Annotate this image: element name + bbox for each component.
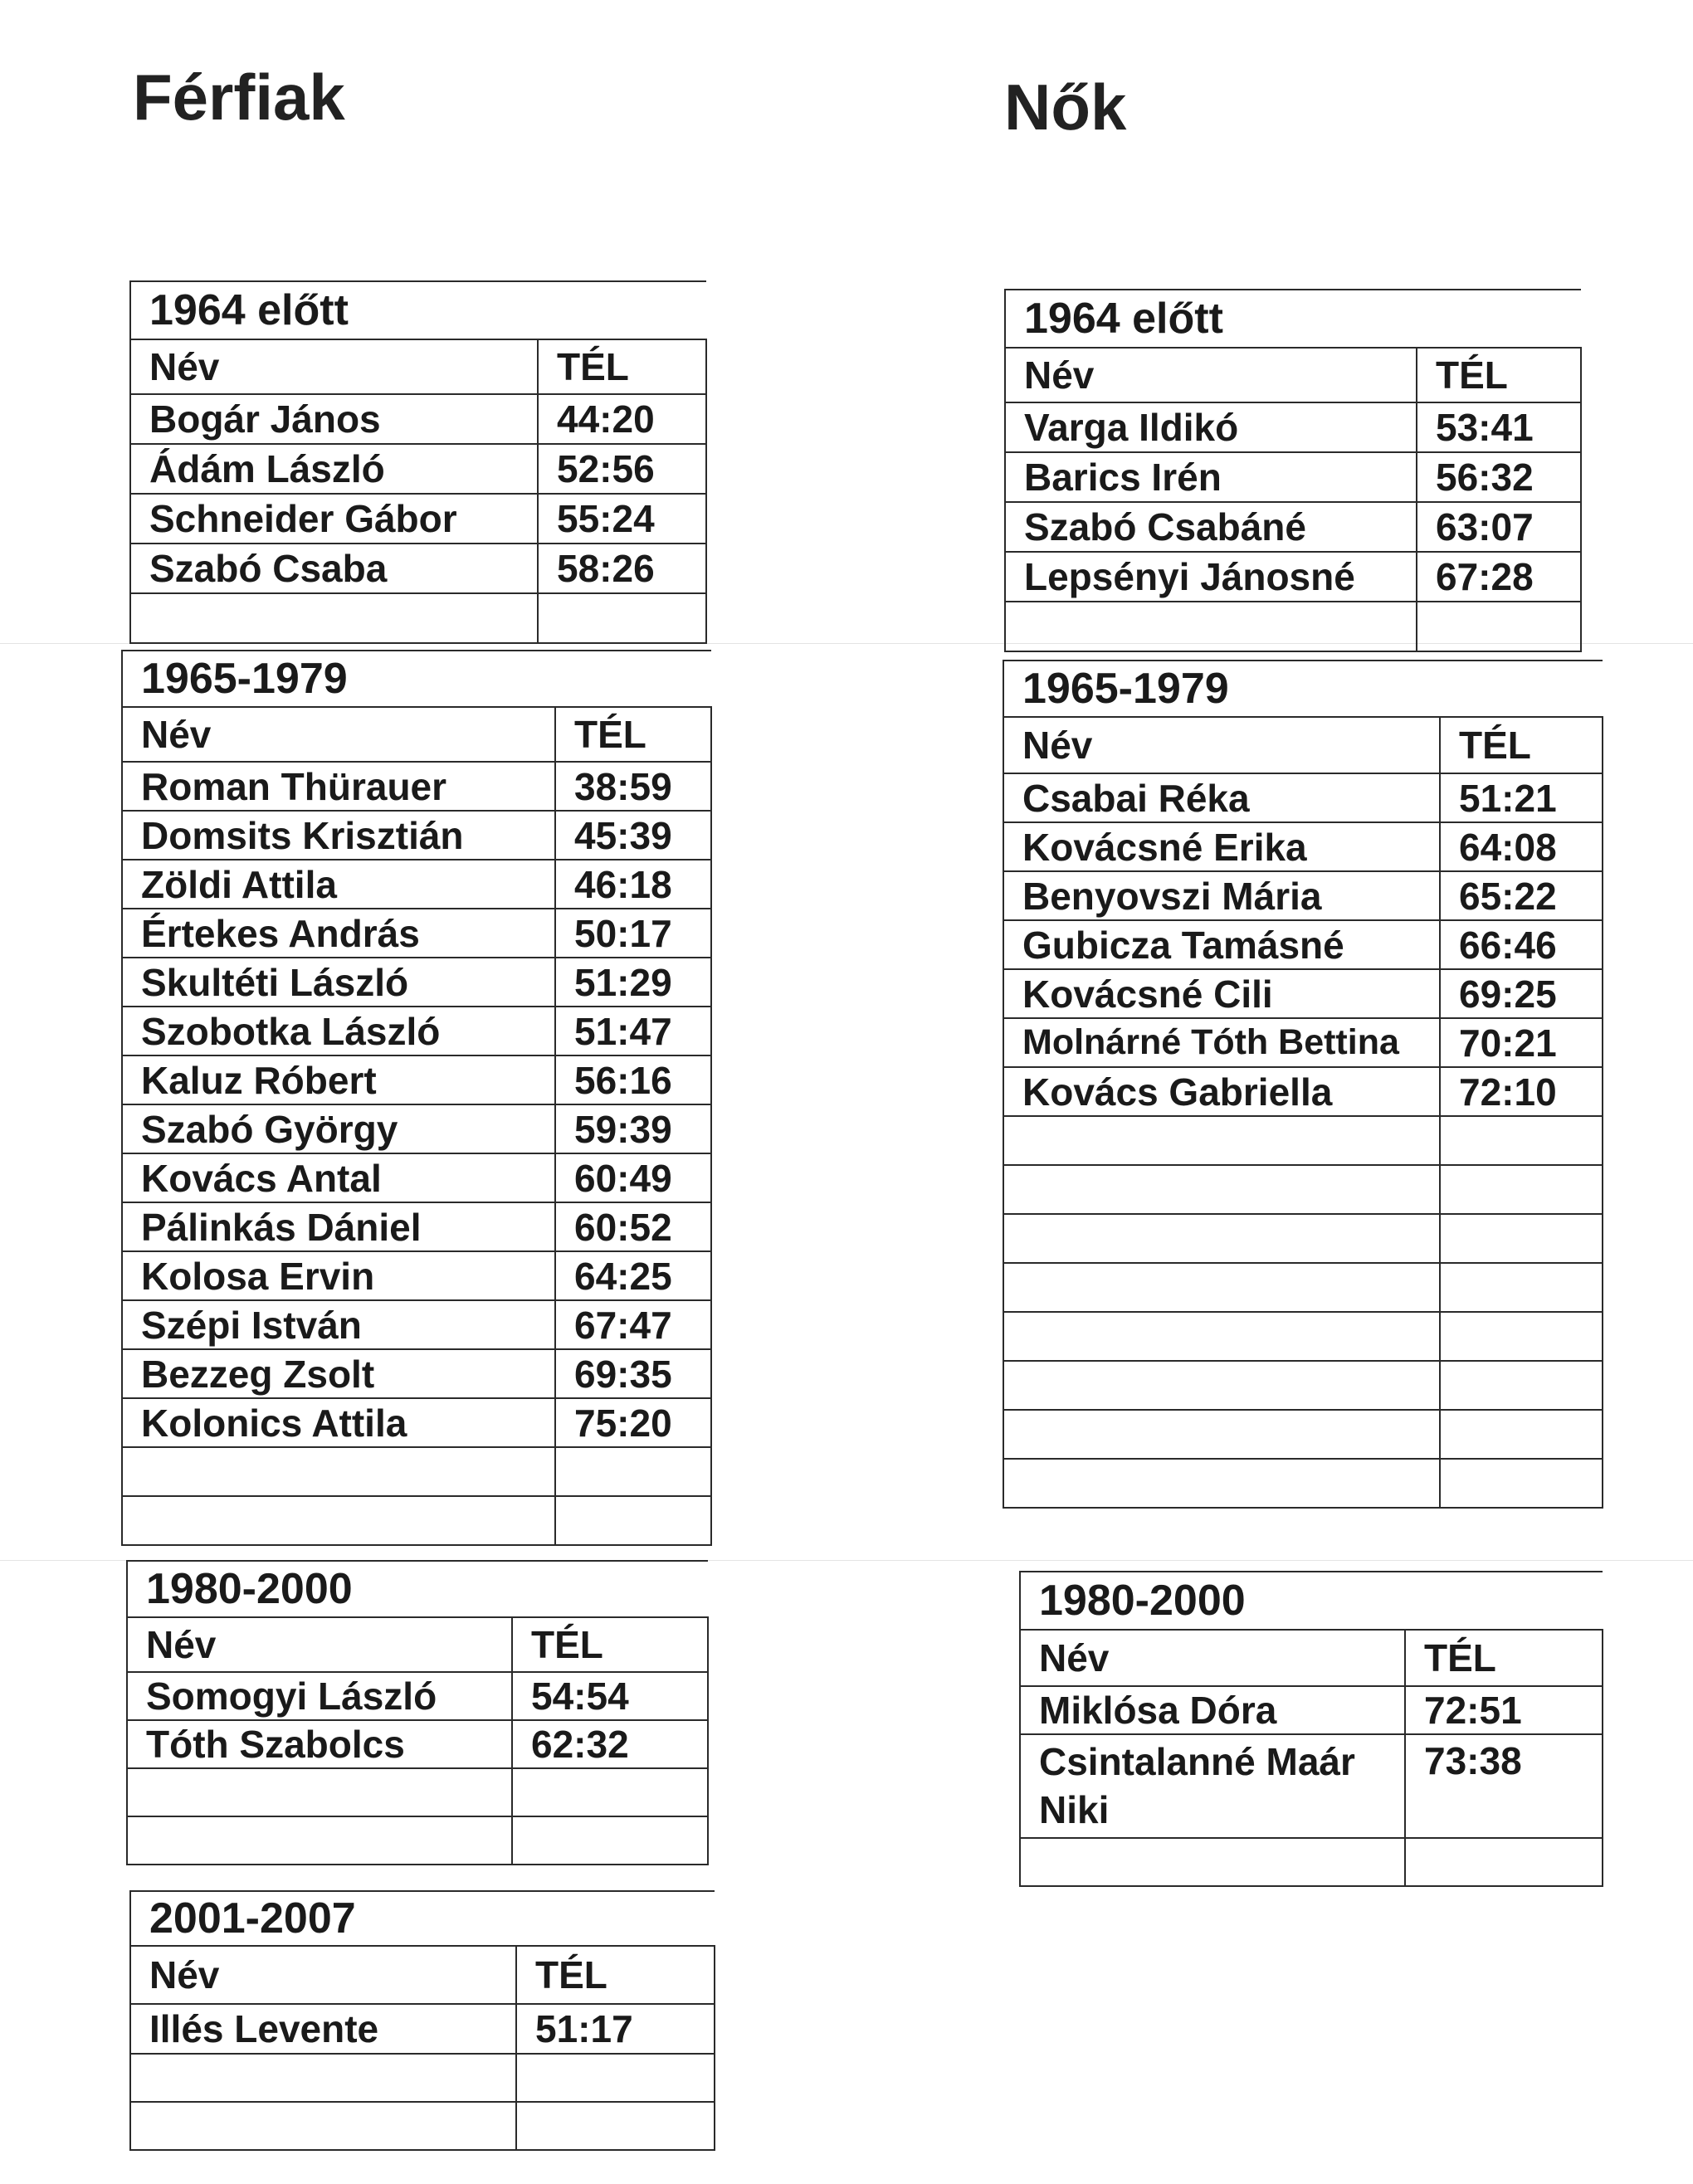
column-header-name: Név bbox=[1003, 717, 1440, 773]
table-row bbox=[122, 1055, 711, 1104]
column-header-name: Név bbox=[130, 339, 538, 394]
column-header-name: Név bbox=[122, 707, 555, 762]
athlete-name: Szabó György bbox=[122, 1104, 555, 1153]
table-row bbox=[130, 2004, 715, 2054]
table-row bbox=[122, 1349, 711, 1398]
finish-time: 70:21 bbox=[1440, 1018, 1603, 1067]
finish-time: 55:24 bbox=[538, 494, 706, 544]
women-table-1965-1979 bbox=[1003, 660, 1602, 1509]
empty-row bbox=[1020, 1838, 1603, 1886]
period-title: 1980-2000 bbox=[1020, 1572, 1603, 1630]
table-row bbox=[122, 1398, 711, 1447]
table-row bbox=[122, 958, 711, 1007]
table-row bbox=[122, 909, 711, 958]
athlete-name: Schneider Gábor bbox=[130, 494, 538, 544]
table-row bbox=[122, 1251, 711, 1300]
table-row bbox=[122, 811, 711, 860]
athlete-name: Benyovszi Mária bbox=[1003, 871, 1440, 920]
table-row bbox=[127, 1720, 708, 1768]
finish-time: 52:56 bbox=[538, 444, 706, 494]
finish-time: 51:29 bbox=[555, 958, 711, 1007]
finish-time: 51:47 bbox=[555, 1007, 711, 1055]
column-header-name: Név bbox=[127, 1617, 512, 1672]
table-row bbox=[1003, 773, 1603, 822]
athlete-name: Miklósa Dóra bbox=[1020, 1686, 1405, 1734]
table-row bbox=[122, 1007, 711, 1055]
column-header-time: TÉL bbox=[555, 707, 711, 762]
athlete-name: Bogár János bbox=[130, 394, 538, 444]
table-row bbox=[1005, 552, 1581, 602]
finish-time: 53:41 bbox=[1417, 402, 1581, 452]
column-header-time: TÉL bbox=[1417, 348, 1581, 402]
period-title: 1964 előtt bbox=[1005, 290, 1581, 348]
table-row bbox=[1003, 969, 1603, 1018]
athlete-name: Barics Irén bbox=[1005, 452, 1417, 502]
athlete-name: Szépi István bbox=[122, 1300, 555, 1349]
athlete-name: Pálinkás Dániel bbox=[122, 1202, 555, 1251]
empty-row bbox=[122, 1447, 711, 1496]
athlete-name: Ádám László bbox=[130, 444, 538, 494]
finish-time: 56:32 bbox=[1417, 452, 1581, 502]
finish-time: 64:08 bbox=[1440, 822, 1603, 871]
table-row bbox=[1003, 871, 1603, 920]
period-title: 1965-1979 bbox=[1003, 661, 1603, 717]
athlete-name: Csabai Réka bbox=[1003, 773, 1440, 822]
table-row bbox=[122, 1153, 711, 1202]
finish-time: 67:47 bbox=[555, 1300, 711, 1349]
finish-time: 67:28 bbox=[1417, 552, 1581, 602]
period-title: 1964 előtt bbox=[130, 281, 706, 339]
finish-time: 59:39 bbox=[555, 1104, 711, 1153]
finish-time: 56:16 bbox=[555, 1055, 711, 1104]
empty-row bbox=[1003, 1459, 1603, 1508]
finish-time: 75:20 bbox=[555, 1398, 711, 1447]
column-header-time: TÉL bbox=[516, 1946, 715, 2004]
men-table-1980-2000 bbox=[126, 1560, 707, 1865]
empty-row bbox=[1003, 1410, 1603, 1459]
athlete-name: Lepsényi Jánosné bbox=[1005, 552, 1417, 602]
athlete-name: Szabó Csabáné bbox=[1005, 502, 1417, 552]
empty-row bbox=[1003, 1214, 1603, 1263]
finish-time: 72:10 bbox=[1440, 1067, 1603, 1116]
table-row bbox=[130, 444, 706, 494]
finish-time: 69:35 bbox=[555, 1349, 711, 1398]
table-row bbox=[122, 1300, 711, 1349]
table-row bbox=[122, 1104, 711, 1153]
finish-time: 62:32 bbox=[512, 1720, 708, 1768]
column-header-time: TÉL bbox=[538, 339, 706, 394]
finish-time: 58:26 bbox=[538, 544, 706, 593]
finish-time: 51:17 bbox=[516, 2004, 715, 2054]
athlete-name: Illés Levente bbox=[130, 2004, 516, 2054]
finish-time: 72:51 bbox=[1405, 1686, 1603, 1734]
athlete-name: Skultéti László bbox=[122, 958, 555, 1007]
athlete-name: Somogyi László bbox=[127, 1672, 512, 1720]
finish-time: 54:54 bbox=[512, 1672, 708, 1720]
table-row bbox=[127, 1672, 708, 1720]
finish-time: 60:49 bbox=[555, 1153, 711, 1202]
empty-row bbox=[127, 1816, 708, 1865]
empty-row bbox=[1003, 1361, 1603, 1410]
table-row bbox=[122, 860, 711, 909]
finish-time: 65:22 bbox=[1440, 871, 1603, 920]
period-title: 1965-1979 bbox=[122, 651, 711, 707]
men-table-2001-2007 bbox=[129, 1890, 714, 2151]
column-header-name: Név bbox=[1020, 1630, 1405, 1686]
empty-row bbox=[1003, 1263, 1603, 1312]
athlete-name: Szobotka László bbox=[122, 1007, 555, 1055]
athlete-name: Kolonics Attila bbox=[122, 1398, 555, 1447]
athlete-name: Tóth Szabolcs bbox=[127, 1720, 512, 1768]
finish-time: 69:25 bbox=[1440, 969, 1603, 1018]
table-row bbox=[1003, 1067, 1603, 1116]
athlete-name: Csintalanné Maár Niki bbox=[1020, 1734, 1405, 1838]
athlete-name: Gubicza Tamásné bbox=[1003, 920, 1440, 969]
table-row bbox=[1005, 452, 1581, 502]
men-table-1964-elott bbox=[129, 280, 705, 644]
table-row bbox=[1003, 822, 1603, 871]
finish-time: 73:38 bbox=[1405, 1734, 1603, 1838]
column-header-name: Név bbox=[1005, 348, 1417, 402]
table-row bbox=[122, 762, 711, 811]
empty-row bbox=[1003, 1116, 1603, 1165]
period-title: 1980-2000 bbox=[127, 1561, 708, 1617]
table-row bbox=[1020, 1734, 1603, 1838]
empty-row bbox=[127, 1768, 708, 1816]
table-row bbox=[1020, 1686, 1603, 1734]
athlete-name: Kovácsné Erika bbox=[1003, 822, 1440, 871]
athlete-name: Roman Thürauer bbox=[122, 762, 555, 811]
finish-time: 46:18 bbox=[555, 860, 711, 909]
empty-row bbox=[130, 2054, 715, 2102]
athlete-name: Kovácsné Cili bbox=[1003, 969, 1440, 1018]
empty-row bbox=[1003, 1165, 1603, 1214]
men-heading: Férfiak bbox=[133, 61, 345, 134]
athlete-name: Értekes András bbox=[122, 909, 555, 958]
finish-time: 44:20 bbox=[538, 394, 706, 444]
athlete-name: Kovács Gabriella bbox=[1003, 1067, 1440, 1116]
finish-time: 38:59 bbox=[555, 762, 711, 811]
women-table-1980-2000 bbox=[1019, 1571, 1602, 1887]
finish-time: 64:25 bbox=[555, 1251, 711, 1300]
finish-time: 50:17 bbox=[555, 909, 711, 958]
finish-time: 45:39 bbox=[555, 811, 711, 860]
column-header-name: Név bbox=[130, 1946, 516, 2004]
athlete-name: Molnárné Tóth Bettina bbox=[1003, 1018, 1440, 1067]
athlete-name: Zöldi Attila bbox=[122, 860, 555, 909]
athlete-name: Varga Ildikó bbox=[1005, 402, 1417, 452]
column-header-time: TÉL bbox=[512, 1617, 708, 1672]
column-header-time: TÉL bbox=[1405, 1630, 1603, 1686]
table-row bbox=[130, 494, 706, 544]
men-table-1965-1979 bbox=[121, 650, 710, 1546]
table-row bbox=[1005, 502, 1581, 552]
athlete-name: Bezzeg Zsolt bbox=[122, 1349, 555, 1398]
athlete-name: Domsits Krisztián bbox=[122, 811, 555, 860]
finish-time: 66:46 bbox=[1440, 920, 1603, 969]
empty-row bbox=[130, 2102, 715, 2150]
table-row bbox=[1003, 920, 1603, 969]
table-row bbox=[122, 1202, 711, 1251]
table-row bbox=[130, 394, 706, 444]
empty-row bbox=[122, 1496, 711, 1545]
table-row bbox=[130, 544, 706, 593]
period-title: 2001-2007 bbox=[130, 1891, 715, 1946]
empty-row bbox=[130, 593, 706, 643]
athlete-name: Kolosa Ervin bbox=[122, 1251, 555, 1300]
finish-time: 60:52 bbox=[555, 1202, 711, 1251]
table-row bbox=[1005, 402, 1581, 452]
athlete-name: Szabó Csaba bbox=[130, 544, 538, 593]
women-heading: Nők bbox=[1004, 71, 1127, 144]
finish-time: 51:21 bbox=[1440, 773, 1603, 822]
finish-time: 63:07 bbox=[1417, 502, 1581, 552]
athlete-name: Kovács Antal bbox=[122, 1153, 555, 1202]
women-table-1964-elott bbox=[1004, 289, 1580, 652]
athlete-name: Kaluz Róbert bbox=[122, 1055, 555, 1104]
empty-row bbox=[1005, 602, 1581, 651]
empty-row bbox=[1003, 1312, 1603, 1361]
table-row bbox=[1003, 1018, 1603, 1067]
column-header-time: TÉL bbox=[1440, 717, 1603, 773]
